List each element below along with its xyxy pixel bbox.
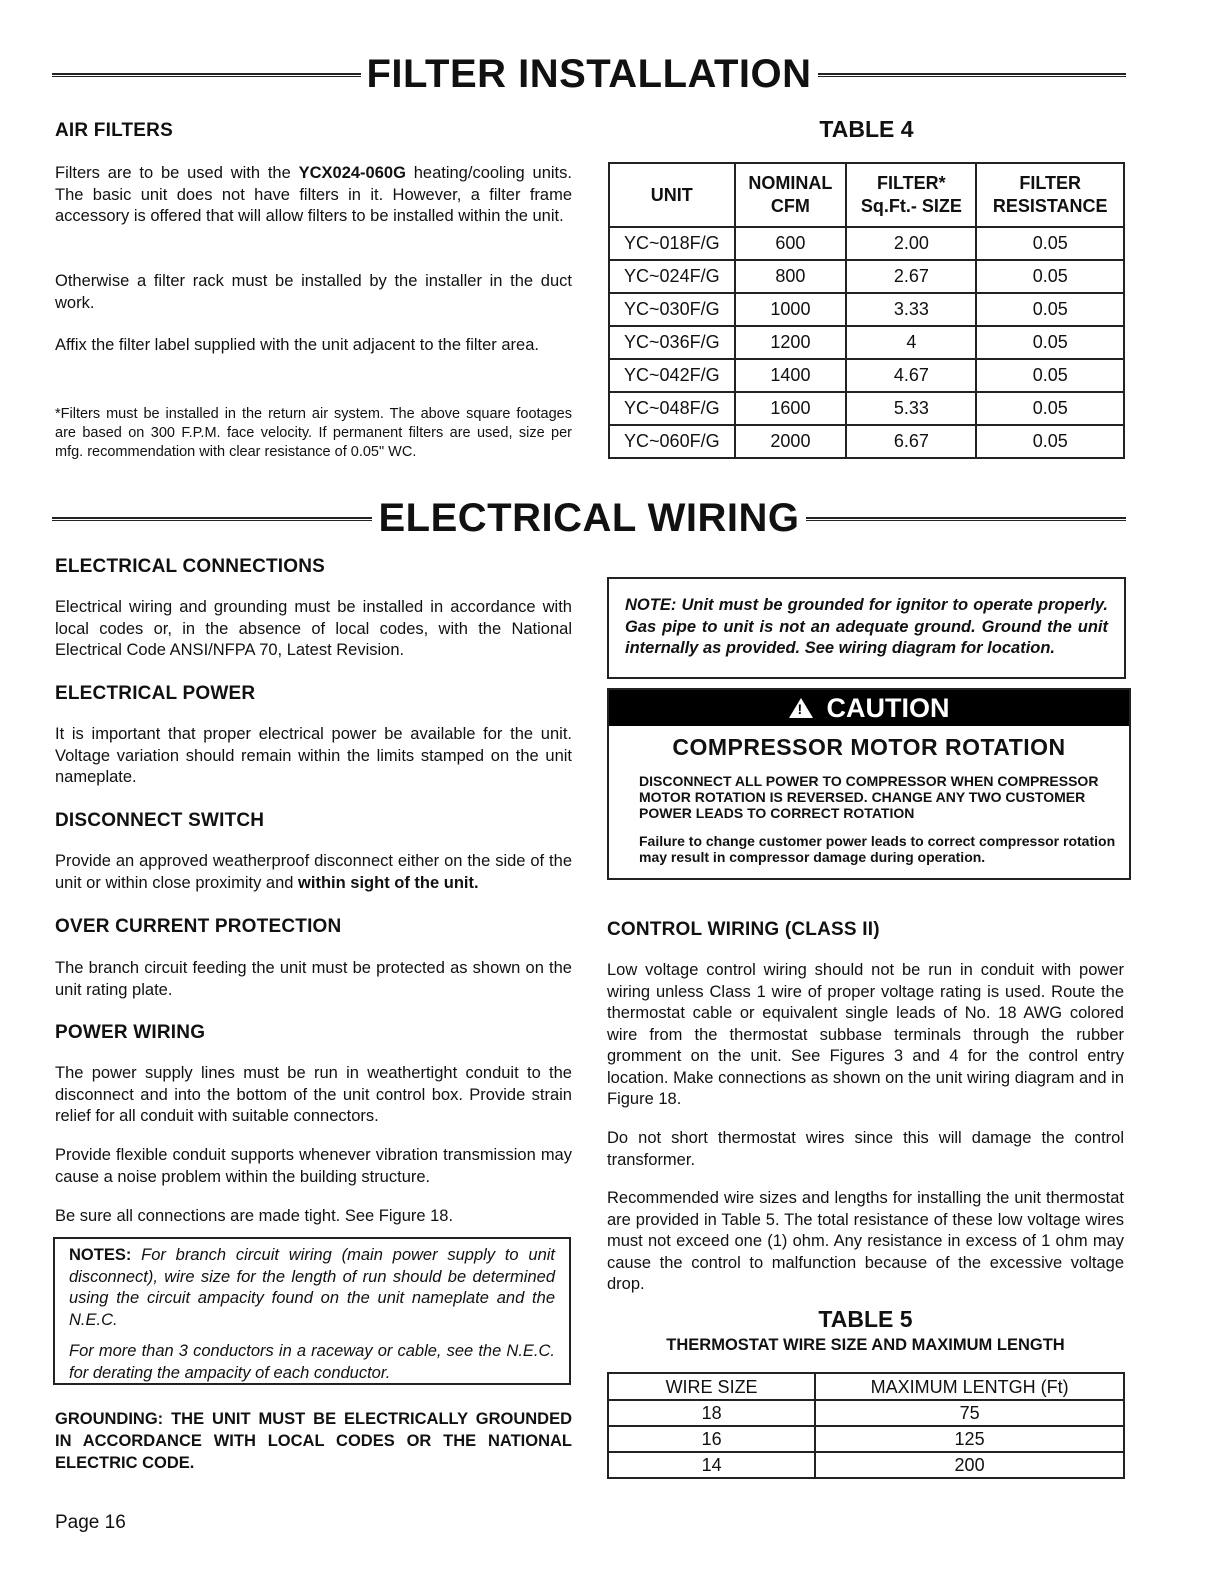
table-cell: 2000 [735, 425, 847, 458]
table-row [608, 1426, 1124, 1452]
table-cell: 200 [815, 1452, 1124, 1478]
table4-header-cfm: NOMINAL CFM [735, 163, 847, 227]
ground-note-text: NOTE: Unit must be grounded for ignitor to operate properly. Gas pipe to unit is not an adequate ground. Ground the unit internally as provided. See wiring diagram for location. [625, 596, 1108, 657]
caution-failure: Failure to change customer power leads to correct compressor rotation may result in compressor damage during operation. [639, 833, 1116, 865]
table-cell: YC~060F/G [609, 425, 735, 458]
banner-rule-right [818, 73, 1127, 77]
power-wiring-text-2: Provide flexible conduit supports whenever vibration transmission may cause a noise problem within the building structure. [55, 1146, 572, 1186]
table-cell: 18 [608, 1400, 815, 1426]
table-cell: 800 [735, 260, 847, 293]
table-row [609, 359, 1124, 392]
table-cell: 0.05 [976, 425, 1124, 458]
table4 [608, 162, 1125, 459]
para1-pre: Filters are to be used with the [55, 164, 299, 182]
table-row [609, 227, 1124, 260]
page-number: Page 16 [55, 1512, 126, 1533]
caution-header-text: CAUTION [826, 693, 950, 723]
caution-subtitle: COMPRESSOR MOTOR ROTATION [672, 734, 1066, 760]
table-row [609, 293, 1124, 326]
electrical-connections-text: Electrical wiring and grounding must be installed in accordance with local codes or, in the absence of local codes, with the National Electrical Code ANSI/NFPA 70, Latest Revision. [55, 598, 572, 659]
table-cell: 4.67 [846, 359, 976, 392]
table-row [608, 1400, 1124, 1426]
banner-rule-right [806, 517, 1126, 521]
filter-footnote: *Filters must be installed in the return air system. The above square footages are based on 300 F.P.M. face velocity. If permanent filters are used, size per mfg. recommendation with clear resistance of 0.05" WC. [55, 406, 572, 460]
power-wiring-text-1: The power supply lines must be run in weathertight conduit to the disconnect and into the bottom of the unit control box. Provide strain relief for all conduit with suitable connectors. [55, 1064, 572, 1125]
table-cell: 1200 [735, 326, 847, 359]
table-cell: 0.05 [976, 359, 1124, 392]
table-row [609, 260, 1124, 293]
para1-post: heating/cooling units. The basic unit does not have filters in it. However, a filter frame accessory is offered that will allow filters to be installed within the unit. [55, 164, 572, 225]
ground-note-box [607, 577, 1126, 679]
table-cell: 0.05 [976, 326, 1124, 359]
table4-header-unit: UNIT [609, 163, 735, 227]
banner-rule-left [52, 73, 361, 77]
table-cell: YC~018F/G [609, 227, 735, 260]
table-row [609, 392, 1124, 425]
notes-text-2: For more than 3 conductors in a raceway or cable, see the N.E.C. for derating the ampacity of each conductor. [69, 1342, 555, 1382]
disconnect-switch-heading: DISCONNECT SWITCH [55, 810, 265, 831]
table-cell: 600 [735, 227, 847, 260]
power-wiring-heading: POWER WIRING [55, 1022, 206, 1043]
notes-text-1 [69, 1245, 555, 1331]
table-cell: 2.67 [846, 260, 976, 293]
table5-header-max-length: MAXIMUM LENTGH (Ft) [815, 1373, 1124, 1400]
control-wiring-text-1: Low voltage control wiring should not be run in conduit with power wiring unless Class 1 wire of proper voltage rating is used. Route the thermostat cable or equivalent single leads of No. 18 AWG colored wire from the thermostat subbase terminals through the rubber gromment on the unit. See Figures 3 and 4 for the control entry location. Make connections as shown on the unit wiring diagram and in Figure 18. [607, 961, 1124, 1108]
table-cell: 14 [608, 1452, 815, 1478]
table-cell: YC~048F/G [609, 392, 735, 425]
caution-header [609, 690, 1129, 726]
table-row [609, 326, 1124, 359]
banner-rule-left [52, 517, 372, 521]
table5-header-wire-size: WIRE SIZE [608, 1373, 815, 1400]
electrical-power-heading: ELECTRICAL POWER [55, 683, 256, 704]
air-filters-heading: AIR FILTERS [55, 120, 173, 141]
table-cell: 125 [815, 1426, 1124, 1452]
table4-header-row [609, 163, 1124, 227]
table5 [607, 1372, 1125, 1479]
table-cell: 1600 [735, 392, 847, 425]
table-cell: YC~030F/G [609, 293, 735, 326]
notes-italic-1: For branch circuit wiring (main power supply to unit disconnect), wire size for the length of run should be determined using the circuit ampacity found on the unit nameplate and the N.E.C. [69, 1246, 555, 1329]
table4-header-size: FILTER* Sq.Ft.- SIZE [846, 163, 976, 227]
table5-title: TABLE 5 [818, 1306, 913, 1332]
disconnect-text-pre: Provide an approved weatherproof disconnect either on the side of the unit or within close proximity and [55, 852, 572, 892]
control-wiring-text-2: Do not short thermostat wires since this will damage the control transformer. [607, 1129, 1124, 1169]
table-cell: 1000 [735, 293, 847, 326]
table-cell: 0.05 [976, 293, 1124, 326]
grounding-text: GROUNDING: THE UNIT MUST BE ELECTRICALLY GROUNDED IN ACCORDANCE WITH LOCAL CODES OR THE NATIONAL ELECTRIC CODE. [55, 1410, 572, 1472]
table-cell: 0.05 [976, 227, 1124, 260]
table-cell: 75 [815, 1400, 1124, 1426]
table-row [609, 425, 1124, 458]
table-cell: 3.33 [846, 293, 976, 326]
table-cell: 2.00 [846, 227, 976, 260]
over-current-protection-heading: OVER CURRENT PROTECTION [55, 916, 342, 937]
electrical-wiring-banner [52, 496, 1126, 541]
warning-triangle-icon [789, 698, 813, 718]
power-wiring-text-3: Be sure all connections are made tight. See Figure 18. [55, 1207, 454, 1225]
table-cell: 5.33 [846, 392, 976, 425]
table-cell: 4 [846, 326, 976, 359]
electrical-power-text: It is important that proper electrical power be available for the unit. Voltage variation should remain within the limits stamped on the unit nameplate. [55, 725, 572, 786]
para1-model: YCX024-060G [298, 164, 406, 182]
section-title-filter: FILTER INSTALLATION [366, 52, 812, 96]
table5-header-row [608, 1373, 1124, 1400]
table-cell: YC~042F/G [609, 359, 735, 392]
electrical-connections-heading: ELECTRICAL CONNECTIONS [55, 556, 326, 577]
filter-installation-banner [52, 52, 1126, 97]
table5-subtitle: THERMOSTAT WIRE SIZE AND MAXIMUM LENGTH [666, 1336, 1065, 1354]
notes-label: NOTES: [69, 1246, 132, 1264]
table-cell: 0.05 [976, 392, 1124, 425]
table4-title: TABLE 4 [819, 116, 914, 142]
table-cell: 1400 [735, 359, 847, 392]
air-filters-paragraph-2: Otherwise a filter rack must be installed by the installer in the duct work. [55, 272, 572, 312]
table-cell: YC~024F/G [609, 260, 735, 293]
disconnect-text-bold: within sight of the unit. [298, 873, 479, 892]
table-cell: 16 [608, 1426, 815, 1452]
over-current-protection-text: The branch circuit feeding the unit must be protected as shown on the unit rating plate. [55, 959, 572, 999]
table-row [608, 1452, 1124, 1478]
air-filters-paragraph-1 [55, 163, 572, 228]
section-title-electrical: ELECTRICAL WIRING [378, 496, 800, 540]
table-cell: YC~036F/G [609, 326, 735, 359]
caution-box [607, 688, 1131, 880]
control-wiring-heading: CONTROL WIRING (CLASS II) [607, 919, 880, 940]
table-cell: 6.67 [846, 425, 976, 458]
caution-warning: DISCONNECT ALL POWER TO COMPRESSOR WHEN COMPRESSOR MOTOR ROTATION IS REVERSED. CHANGE ANY TWO CUSTOMER POWER LEADS TO CORRECT ROTATION [639, 773, 1099, 821]
notes-box [53, 1237, 571, 1385]
control-wiring-text-3: Recommended wire sizes and lengths for installing the unit thermostat are provided in Table 5. The total resistance of these low voltage wires must not exceed one (1) ohm. Any resistance in excess of 1 ohm may cause the control to malfunction because of the excessive voltage drop. [607, 1189, 1124, 1293]
table-cell: 0.05 [976, 260, 1124, 293]
disconnect-switch-text [55, 851, 572, 894]
table4-header-resistance: FILTER RESISTANCE [976, 163, 1124, 227]
air-filters-paragraph-3: Affix the filter label supplied with the unit adjacent to the filter area. [55, 336, 539, 354]
